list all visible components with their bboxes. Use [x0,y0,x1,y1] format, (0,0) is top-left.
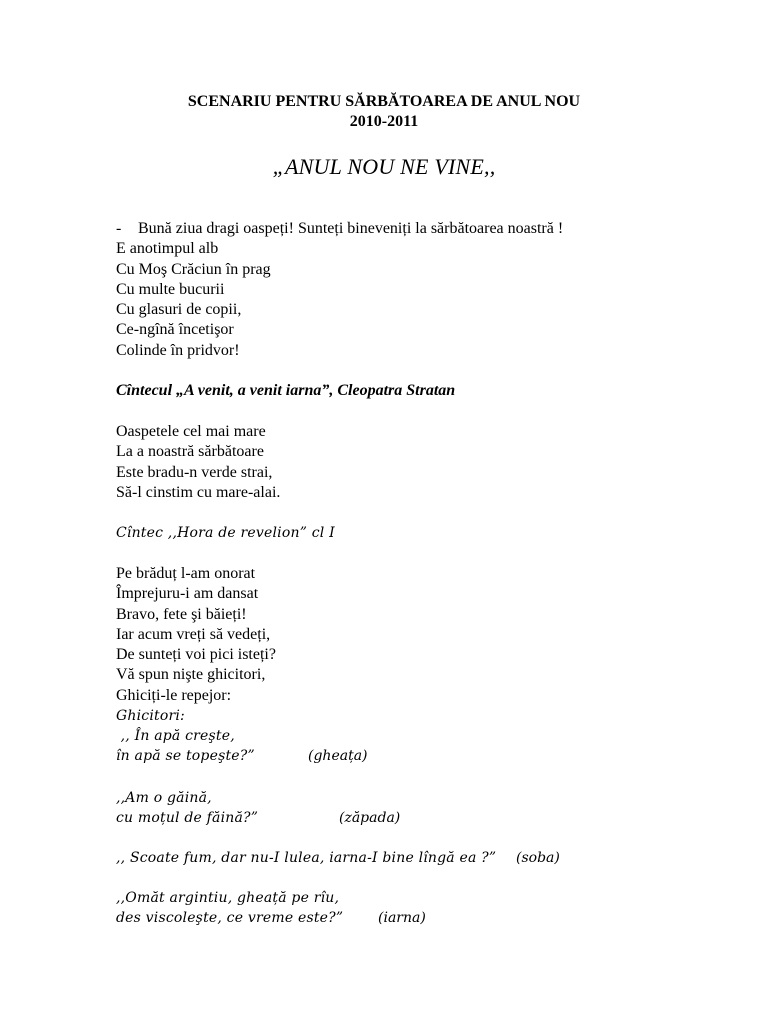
verse-line: Este bradu-n verde strai, [116,464,273,481]
verse-line: Pe brăduț l-am onorat [116,565,256,582]
verse-line: Ghiciți-le repejor: [116,687,232,704]
riddle-answer: (soba) [516,850,560,866]
verse-line: Cu multe bucurii [116,281,225,298]
verse-line: Iar acum vreți să vedeți, [116,626,271,643]
verse-line: Împrejuru-i am dansat [116,585,259,602]
document-title: SCENARIU PENTRU SĂRBĂTOAREA DE ANUL NOU [187,93,581,110]
verse-line: Să-l cinstim cu mare-alai. [116,484,281,501]
verse-line: Bravo, fete şi băieți! [116,606,247,623]
verse-line: Vă spun nişte ghicitori, [116,666,266,683]
riddle-line: cu moțul de făină?” [116,810,259,826]
riddle-line: des viscoleşte, ce vreme este?” [116,910,344,926]
song-heading: Cîntec ,,Hora de revelion” cl I [116,525,335,541]
riddle-line: ,,Am o găină, [116,790,212,806]
riddle-line: în apă se topeşte?” [116,748,255,764]
riddle-line: ,, Scoate fum, dar nu-I lulea, iarna-I bine lîngă ea ?” [116,850,497,866]
verse-line: E anotimpul alb [116,240,219,257]
song-heading: Cîntecul „A venit, a venit iarna”, Cleopatra Stratan [116,382,456,399]
verse-line: Colinde în pridvor! [116,342,240,359]
verse-line: Oaspetele cel mai mare [116,423,266,440]
verse-line: De sunteți voi pici isteți? [116,646,276,663]
riddle-answer: (zăpada) [339,810,401,826]
riddle-line: ,, În apă creşte, [116,728,235,744]
verse-line: Cu glasuri de copii, [116,301,242,318]
list-dash: - [116,220,122,237]
greeting-line: Bună ziua dragi oaspeți! Sunteți bineveniți la sărbătoarea noastră ! [138,220,564,237]
riddle-answer: (iarna) [378,910,426,926]
verse-line: La a noastră sărbătoare [116,443,264,460]
document-year: 2010-2011 [349,113,419,130]
verse-line: Ce-ngînă încetişor [116,321,234,338]
document-subtitle: „ANUL NOU NE VINE,, [272,154,496,179]
riddle-answer: (gheața) [308,748,368,764]
riddles-heading: Ghicitori: [116,708,185,724]
verse-line: Cu Moş Crăciun în prag [116,261,271,278]
riddle-line: ,,Omăt argintiu, gheață pe rîu, [116,890,340,906]
